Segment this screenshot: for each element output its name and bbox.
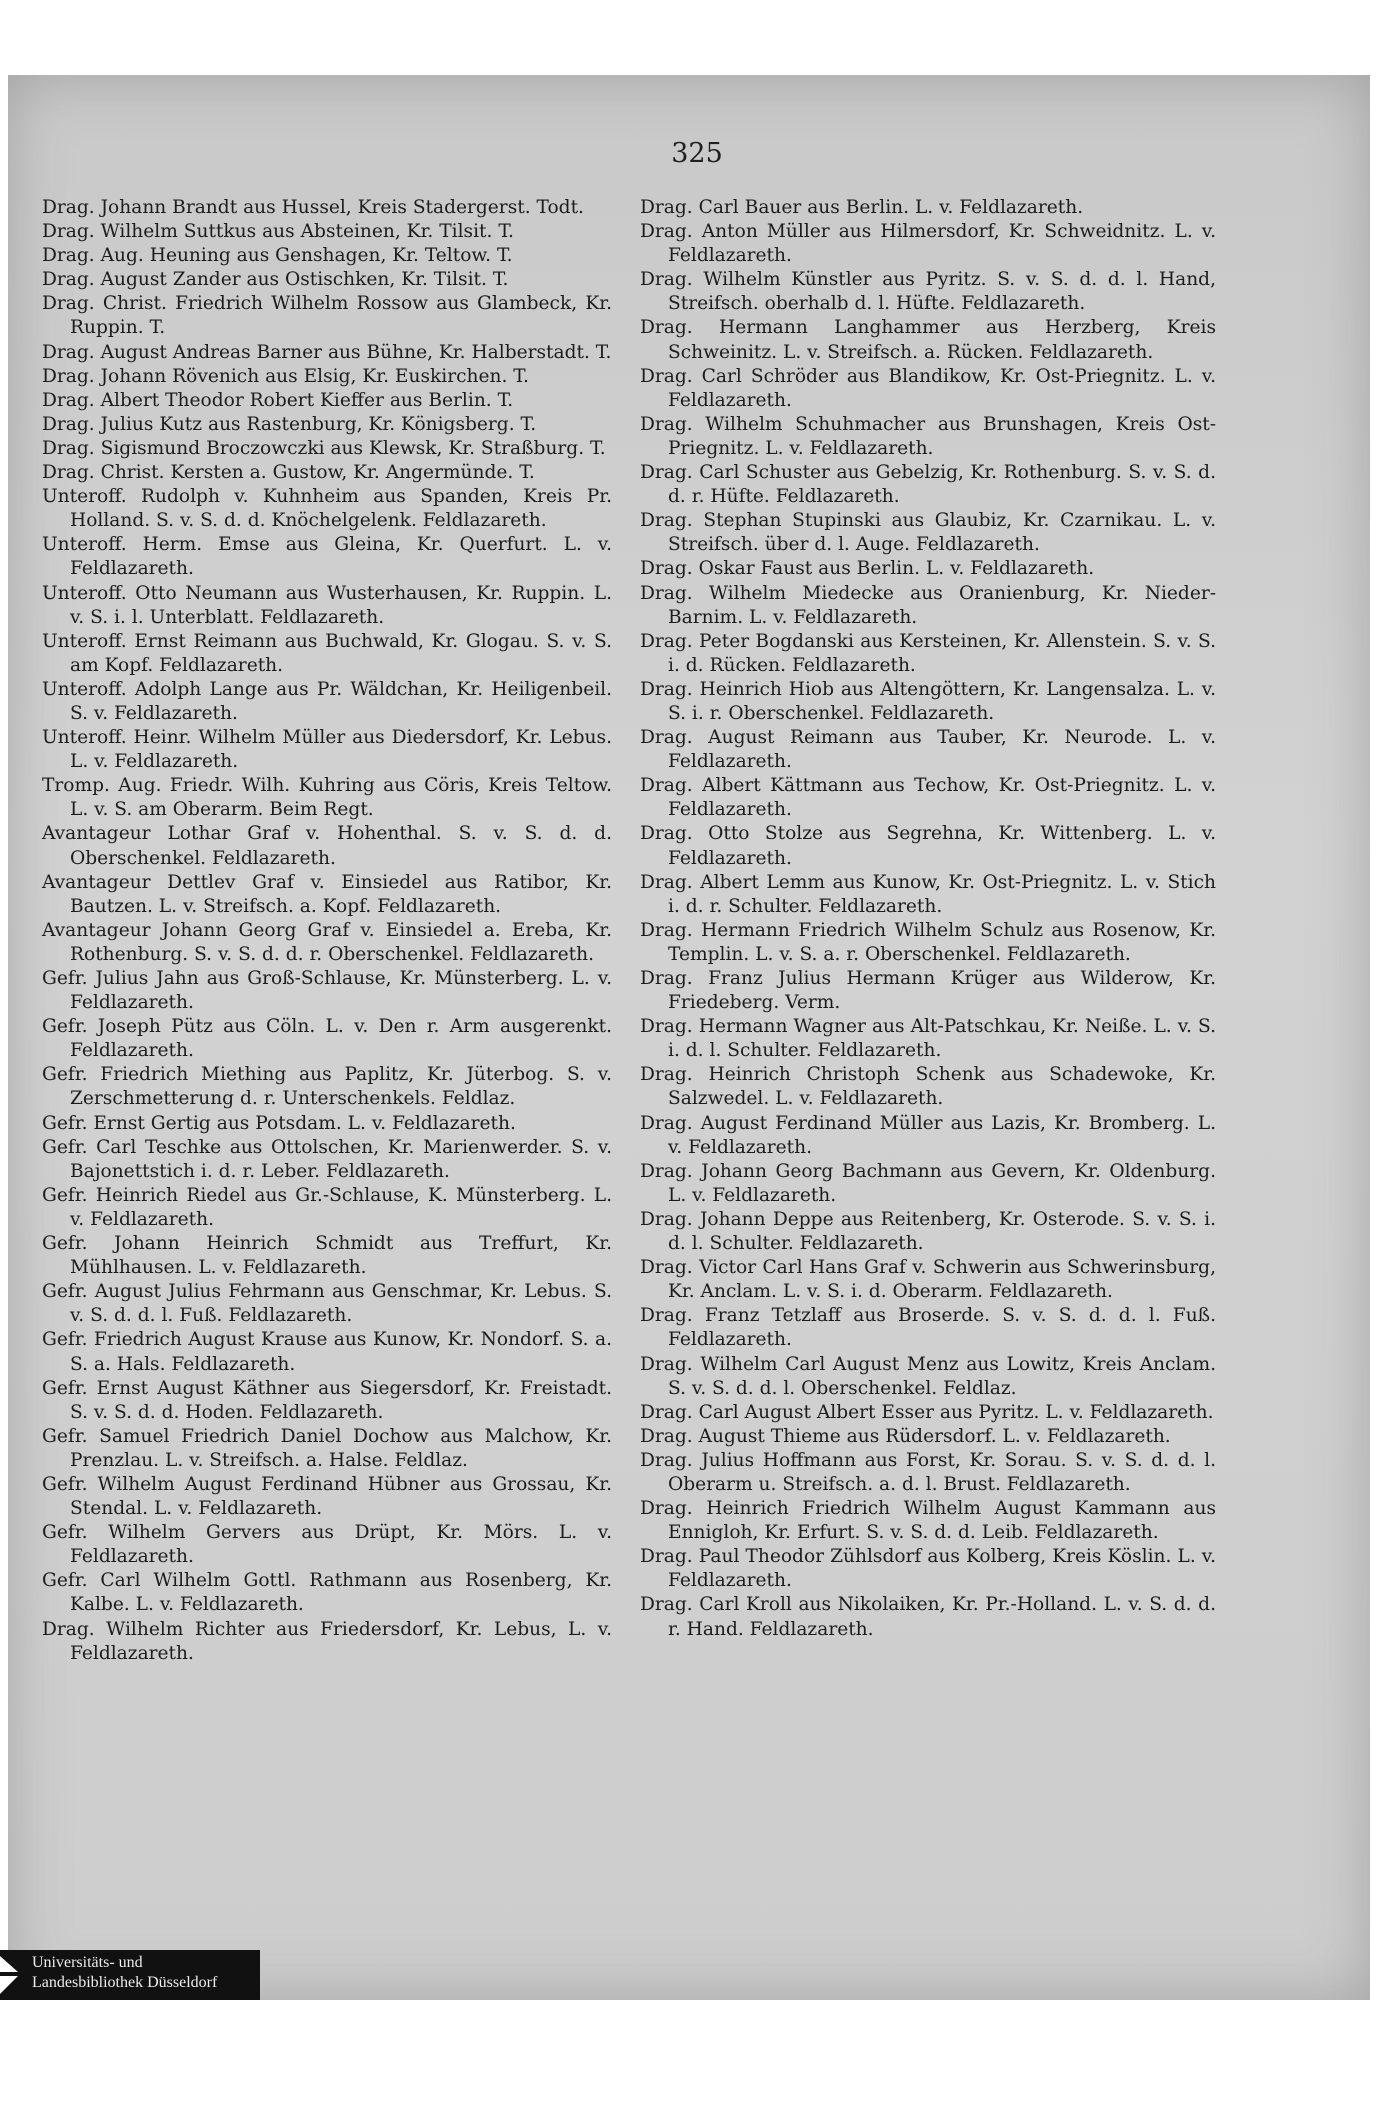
casualty-entry: Gefr. Wilhelm Gervers aus Drüpt, Kr. Mörs. L. v. Feldlazareth.	[42, 1522, 612, 1568]
casualty-entry: Drag. Wilhelm Richter aus Friedersdorf, Kr. Lebus, L. v. Feldlazareth.	[42, 1618, 612, 1664]
library-logo-icon	[0, 1950, 26, 2000]
casualty-entry: Drag. Wilhelm Schuhmacher aus Brunshagen, Kreis Ost-Priegnitz. L. v. Feldlazareth.	[640, 413, 1216, 459]
casualty-entry: Drag. Julius Hoffmann aus Forst, Kr. Sorau. S. v. S. d. d. l. Oberarm u. Streifsch. a. d. l. Brust. Feldlazareth.	[640, 1449, 1216, 1495]
casualty-entry: Drag. Hermann Langhammer aus Herzberg, Kreis Schweinitz. L. v. Streifsch. a. Rücken. Feldlazareth.	[640, 317, 1216, 363]
casualty-entry: Drag. Aug. Heuning aus Genshagen, Kr. Teltow. T.	[42, 245, 513, 267]
casualty-entry: Gefr. Carl Teschke aus Ottolschen, Kr. Marienwerder. S. v. Bajonettstich i. d. r. Leber. Feldlazareth.	[42, 1136, 612, 1182]
casualty-entry: Drag. Wilhelm Miedecke aus Oranienburg, Kr. Nieder-Barnim. L. v. Feldlazareth.	[640, 582, 1216, 628]
casualty-entry: Gefr. Ernst Gertig aus Potsdam. L. v. Feldlazareth.	[42, 1112, 516, 1134]
casualty-entry: Gefr. August Julius Fehrmann aus Genschmar, Kr. Lebus. S. v. S. d. d. l. Fuß. Feldlazareth.	[42, 1281, 612, 1327]
casualty-entry: Gefr. Julius Jahn aus Groß-Schlause, Kr. Münsterberg. L. v. Feldlazareth.	[42, 968, 612, 1014]
casualty-entry: Gefr. Heinrich Riedel aus Gr.-Schlause, K. Münsterberg. L. v. Feldlazareth.	[42, 1184, 612, 1230]
left-column	[42, 196, 612, 1666]
casualty-entry: Drag. Christ. Kersten a. Gustow, Kr. Angermünde. T.	[42, 462, 535, 484]
casualty-entry: Unteroff. Rudolph v. Kuhnheim aus Spanden, Kreis Pr. Holland. S. v. S. d. d. Knöchelgelenk. Feldlazareth.	[42, 486, 612, 532]
casualty-entry: Drag. August Reimann aus Tauber, Kr. Neurode. L. v. Feldlazareth.	[640, 727, 1216, 773]
casualty-entry: Drag. Sigismund Broczowczki aus Klewsk, Kr. Straßburg. T.	[42, 437, 606, 459]
casualty-entry: Drag. Wilhelm Künstler aus Pyritz. S. v. S. d. d. l. Hand, Streifsch. oberhalb d. l. Hüfte. Feldlazareth.	[640, 269, 1216, 315]
casualty-entry: Drag. August Thieme aus Rüdersdorf. L. v. Feldlazareth.	[640, 1425, 1171, 1447]
casualty-entry: Avantageur Johann Georg Graf v. Einsiedel a. Ereba, Kr. Rothenburg. S. v. S. d. d. r. Oberschenkel. Feldlazareth.	[42, 919, 612, 965]
casualty-entry: Drag. Franz Julius Hermann Krüger aus Wilderow, Kr. Friedeberg. Verm.	[640, 968, 1216, 1014]
casualty-entry: Drag. August Ferdinand Müller aus Lazis, Kr. Bromberg. L. v. Feldlazareth.	[640, 1112, 1216, 1158]
casualty-entry: Drag. Wilhelm Suttkus aus Absteinen, Kr. Tilsit. T.	[42, 221, 514, 243]
casualty-entry: Unteroff. Herm. Emse aus Gleina, Kr. Querfurt. L. v. Feldlazareth.	[42, 534, 612, 580]
casualty-entry: Unteroff. Heinr. Wilhelm Müller aus Diedersdorf, Kr. Lebus. L. v. Feldlazareth.	[42, 727, 612, 773]
casualty-entry: Drag. Otto Stolze aus Segrehna, Kr. Wittenberg. L. v. Feldlazareth.	[640, 823, 1216, 869]
casualty-entry: Drag. Carl August Albert Esser aus Pyritz. L. v. Feldlazareth.	[640, 1401, 1214, 1423]
library-logo-line2: Landesbibliothek Düsseldorf	[32, 1974, 218, 1991]
casualty-entry: Tromp. Aug. Friedr. Wilh. Kuhring aus Cöris, Kreis Teltow. L. v. S. am Oberarm. Beim Regt.	[42, 775, 612, 821]
casualty-entry: Drag. Johann Rövenich aus Elsig, Kr. Euskirchen. T.	[42, 365, 529, 387]
casualty-entry: Gefr. Joseph Pütz aus Cöln. L. v. Den r. Arm ausgerenkt. Feldlazareth.	[42, 1016, 612, 1062]
casualty-entry: Drag. Heinrich Friedrich Wilhelm August Kammann aus Ennigloh, Kr. Erfurt. S. v. S. d. d. Leib. Feldlazareth.	[640, 1498, 1216, 1544]
casualty-entry: Unteroff. Otto Neumann aus Wusterhausen, Kr. Ruppin. L. v. S. i. l. Unterblatt. Feldlazareth.	[42, 582, 612, 628]
casualty-entry: Avantageur Dettlev Graf v. Einsiedel aus Ratibor, Kr. Bautzen. L. v. Streifsch. a. Kopf. Feldlazareth.	[42, 871, 612, 917]
casualty-entry: Drag. Albert Theodor Robert Kieffer aus Berlin. T.	[42, 389, 514, 411]
casualty-entry: Drag. Victor Carl Hans Graf v. Schwerin aus Schwerinsburg, Kr. Anclam. L. v. S. i. d. Oberarm. Feldlazareth.	[640, 1257, 1216, 1303]
casualty-entry: Gefr. Johann Heinrich Schmidt aus Treffurt, Kr. Mühlhausen. L. v. Feldlazareth.	[42, 1233, 612, 1279]
casualty-entry: Drag. Carl Schröder aus Blandikow, Kr. Ost-Priegnitz. L. v. Feldlazareth.	[640, 365, 1216, 411]
casualty-entry: Gefr. Ernst August Käthner aus Siegersdorf, Kr. Freistadt. S. v. S. d. d. Hoden. Feldlazareth.	[42, 1377, 612, 1423]
casualty-entry: Drag. Christ. Friedrich Wilhelm Rossow aus Glambeck, Kr. Ruppin. T.	[42, 293, 612, 339]
casualty-entry: Unteroff. Ernst Reimann aus Buchwald, Kr. Glogau. S. v. S. am Kopf. Feldlazareth.	[42, 630, 612, 676]
casualty-entry: Drag. Wilhelm Carl August Menz aus Lowitz, Kreis Anclam. S. v. S. d. d. l. Oberschenkel. Feldlaz.	[640, 1353, 1216, 1399]
casualty-entry: Drag. Heinrich Hiob aus Altengöttern, Kr. Langensalza. L. v. S. i. r. Oberschenkel. Feldlazareth.	[640, 678, 1216, 724]
casualty-entry: Drag. Franz Tetzlaff aus Broserde. S. v. S. d. d. l. Fuß. Feldlazareth.	[640, 1305, 1216, 1351]
casualty-entry: Drag. Peter Bogdanski aus Kersteinen, Kr. Allenstein. S. v. S. i. d. Rücken. Feldlazareth.	[640, 630, 1216, 676]
casualty-entry: Drag. Oskar Faust aus Berlin. L. v. Feldlazareth.	[640, 558, 1095, 580]
casualty-entry: Drag. Anton Müller aus Hilmersdorf, Kr. Schweidnitz. L. v. Feldlazareth.	[640, 221, 1216, 267]
library-logo	[0, 1950, 260, 2000]
casualty-entry: Drag. Hermann Friedrich Wilhelm Schulz aus Rosenow, Kr. Templin. L. v. S. a. r. Oberschenkel. Feldlazareth.	[640, 919, 1216, 965]
casualty-entry: Drag. Johann Deppe aus Reitenberg, Kr. Osterode. S. v. S. i. d. l. Schulter. Feldlazareth.	[640, 1208, 1216, 1255]
casualty-entry: Drag. Albert Lemm aus Kunow, Kr. Ost-Priegnitz. L. v. Stich i. d. r. Schulter. Feldlazareth.	[640, 871, 1216, 917]
right-column	[640, 196, 1216, 1642]
casualty-entry: Drag. Stephan Stupinski aus Glaubiz, Kr. Czarnikau. L. v. Streifsch. über d. l. Auge. Feldlazareth.	[640, 510, 1216, 556]
page-number: 325	[671, 138, 723, 169]
casualty-entry: Drag. Heinrich Christoph Schenk aus Schadewoke, Kr. Salzwedel. L. v. Feldlazareth.	[640, 1064, 1216, 1110]
casualty-entry: Drag. August Andreas Barner aus Bühne, Kr. Halberstadt. T.	[42, 341, 612, 363]
casualty-entry: Drag. Albert Kättmann aus Techow, Kr. Ost-Priegnitz. L. v. Feldlazareth.	[640, 775, 1216, 821]
casualty-entry: Gefr. Samuel Friedrich Daniel Dochow aus Malchow, Kr. Prenzlau. L. v. Streifsch. a. Halse. Feldlaz.	[42, 1425, 612, 1471]
casualty-entry: Drag. Carl Kroll aus Nikolaiken, Kr. Pr.-Holland. L. v. S. d. d. r. Hand. Feldlazareth.	[640, 1594, 1216, 1640]
library-logo-line1: Universitäts- und	[32, 1954, 143, 1971]
casualty-entry: Avantageur Lothar Graf v. Hohenthal. S. v. S. d. d. Oberschenkel. Feldlazareth.	[42, 823, 612, 869]
casualty-entry: Gefr. Carl Wilhelm Gottl. Rathmann aus Rosenberg, Kr. Kalbe. L. v. Feldlazareth.	[42, 1570, 612, 1616]
casualty-entry: Drag. Carl Schuster aus Gebelzig, Kr. Rothenburg. S. v. S. d. d. r. Hüfte. Feldlazareth.	[640, 462, 1216, 508]
casualty-entry: Drag. Paul Theodor Zühlsdorf aus Kolberg, Kreis Köslin. L. v. Feldlazareth.	[640, 1546, 1216, 1592]
casualty-entry: Drag. Carl Bauer aus Berlin. L. v. Feldlazareth.	[640, 197, 1084, 218]
casualty-entry: Drag. Julius Kutz aus Rastenburg, Kr. Königsberg. T.	[42, 413, 537, 435]
casualty-entry: Unteroff. Adolph Lange aus Pr. Wäldchan, Kr. Heiligenbeil. S. v. Feldlazareth.	[42, 678, 612, 724]
casualty-entry: Drag. Johann Brandt aus Hussel, Kreis Stadergerst. Todt.	[42, 197, 584, 218]
casualty-entry: Gefr. Wilhelm August Ferdinand Hübner aus Grossau, Kr. Stendal. L. v. Feldlazareth.	[42, 1473, 612, 1520]
casualty-entry: Drag. Hermann Wagner aus Alt-Patschkau, Kr. Neiße. L. v. S. i. d. l. Schulter. Feldlazareth.	[640, 1016, 1216, 1062]
casualty-entry: Drag. August Zander aus Ostischken, Kr. Tilsit. T.	[42, 269, 509, 291]
casualty-entry: Gefr. Friedrich August Krause aus Kunow, Kr. Nondorf. S. a. S. a. Hals. Feldlazareth.	[42, 1329, 612, 1375]
casualty-entry: Gefr. Friedrich Miething aus Paplitz, Kr. Jüterbog. S. v. Zerschmetterung d. r. Unterschenkels. Feldlaz.	[42, 1064, 612, 1110]
casualty-entry: Drag. Johann Georg Bachmann aus Gevern, Kr. Oldenburg. L. v. Feldlazareth.	[640, 1160, 1216, 1206]
